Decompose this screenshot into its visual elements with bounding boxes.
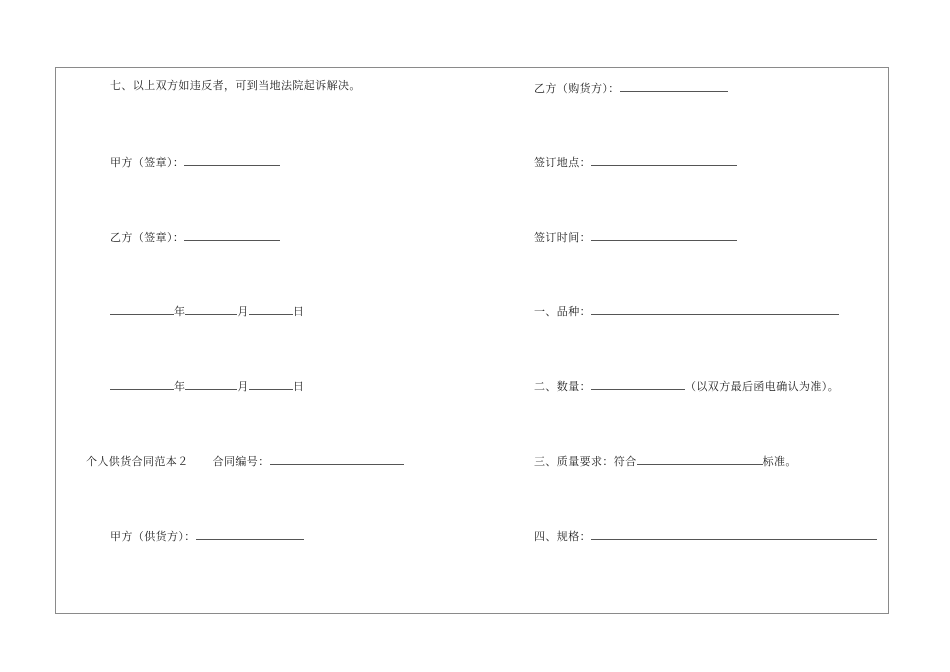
item-2-quantity-label: 二、数量： — [534, 380, 591, 393]
date1-day-label: 日 — [292, 305, 305, 318]
contract-header-line — [86, 454, 404, 469]
item-1-variety-blank[interactable] — [591, 304, 839, 315]
item-1-variety-line — [534, 304, 839, 319]
date1-month-blank[interactable] — [185, 304, 237, 315]
date2-year-blank[interactable] — [110, 379, 174, 390]
sign-place-label: 签订地点： — [534, 156, 591, 169]
item-3-quality-label: 三、质量要求：符合 — [534, 455, 637, 468]
date2-day-label: 日 — [292, 380, 305, 393]
item-4-spec-blank[interactable] — [591, 529, 877, 540]
item-3-quality-suffix: 标准。 — [762, 455, 797, 468]
party-a-signature-label: 甲方（签章）： — [110, 156, 185, 169]
party-a-signature-line — [110, 155, 280, 170]
party-b-signature-blank[interactable] — [184, 230, 280, 241]
date2-year-label: 年 — [174, 380, 186, 393]
party-b-buyer-line — [534, 81, 728, 96]
sign-time-blank[interactable] — [591, 230, 737, 241]
date-line-1 — [110, 304, 304, 319]
party-a-supplier-label: 甲方（供货方）： — [110, 530, 196, 543]
date1-month-label: 月 — [237, 305, 249, 318]
contract-number-label: 合同编号： — [212, 455, 270, 468]
date1-day-blank[interactable] — [249, 304, 293, 315]
date1-year-label: 年 — [174, 305, 186, 318]
date1-year-blank[interactable] — [110, 304, 174, 315]
party-b-buyer-blank[interactable] — [620, 81, 728, 92]
contract-number-blank[interactable] — [270, 454, 404, 465]
item-2-quantity-note: （以双方最后函电确认为准）。 — [685, 380, 840, 393]
date-line-2 — [110, 379, 304, 394]
sign-place-blank[interactable] — [591, 155, 737, 166]
party-b-signature-label: 乙方（签章）： — [110, 231, 185, 244]
party-a-signature-blank[interactable] — [184, 155, 280, 166]
sign-time-label: 签订时间： — [534, 231, 591, 244]
clause-7-text: 七、以上双方如违反者，可到当地法院起诉解决。 — [110, 79, 361, 92]
sign-time-line — [534, 230, 737, 245]
item-4-spec-label: 四、规格： — [534, 530, 591, 543]
date2-month-label: 月 — [237, 380, 249, 393]
date2-month-blank[interactable] — [185, 379, 237, 390]
clause-7 — [110, 79, 361, 93]
item-1-variety-label: 一、品种： — [534, 305, 591, 318]
date2-day-blank[interactable] — [249, 379, 293, 390]
item-4-spec-line — [534, 529, 877, 544]
item-3-quality-blank[interactable] — [637, 454, 763, 465]
item-3-quality-line — [534, 454, 797, 469]
item-2-quantity-blank[interactable] — [591, 379, 685, 390]
template-title: 个人供货合同范本２ — [86, 455, 189, 468]
party-b-buyer-label: 乙方（购货方）： — [534, 82, 620, 95]
item-2-quantity-line — [534, 379, 839, 394]
sign-place-line — [534, 155, 737, 170]
party-a-supplier-line — [110, 529, 304, 544]
party-a-supplier-blank[interactable] — [196, 529, 304, 540]
party-b-signature-line — [110, 230, 280, 245]
